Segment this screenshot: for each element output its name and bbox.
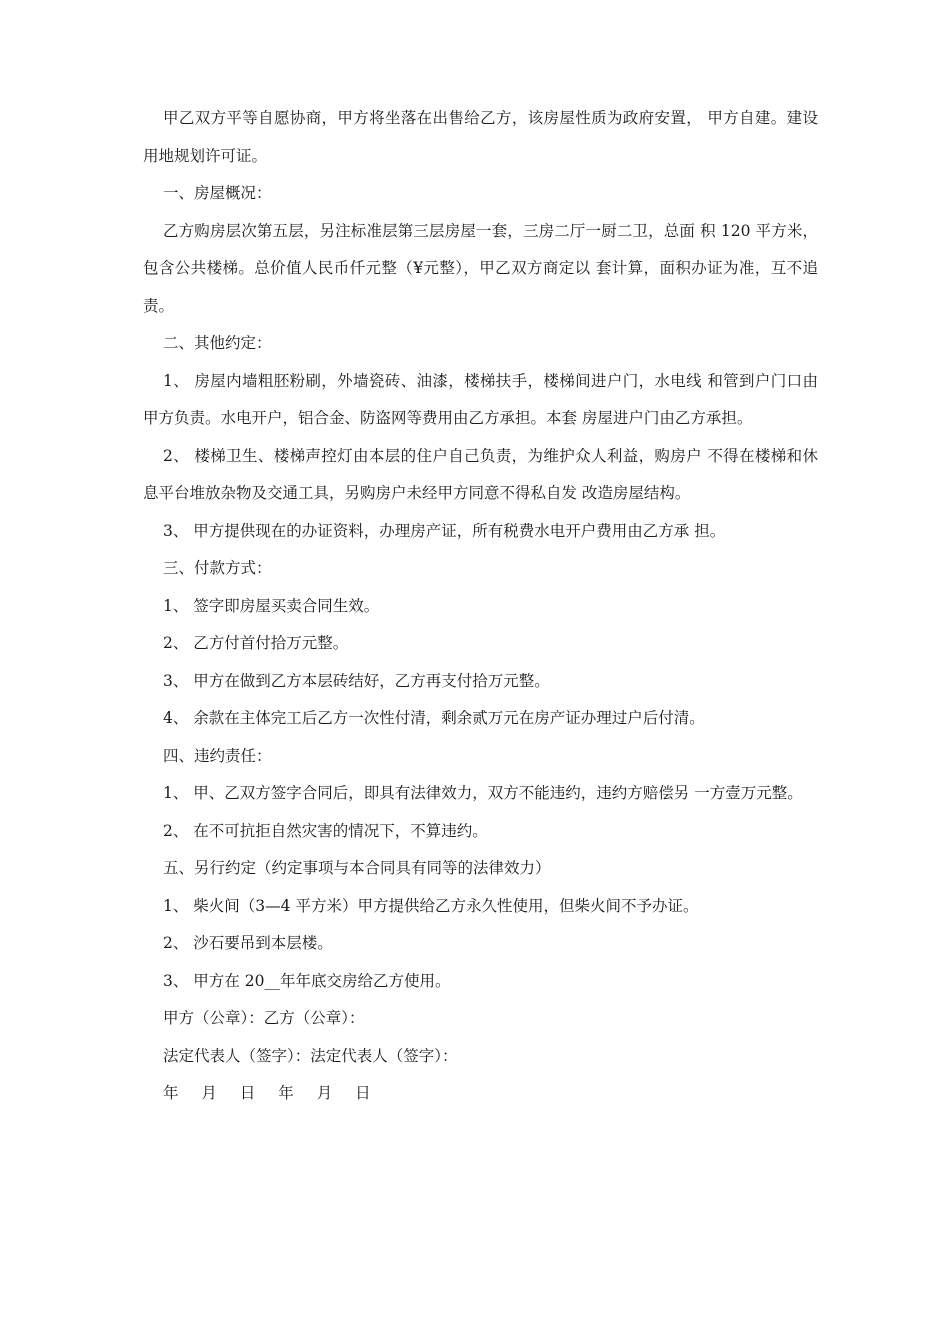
section-heading-additional-agreements: 五、另行约定（约定事项与本合同具有同等的法律效力） <box>163 859 551 877</box>
property-overview-paragraph: 乙方购房层次第五层，另注标准层第三层房屋一套，三房二厅一厨二卫，总面 积 120 平方米，包含公共楼梯。总价值人民币仟元整（¥元整），甲乙双方商定以 套计算，面积办证为准，互不追责。 <box>143 221 818 315</box>
signature-dates-line: 年 月 日 年 月 日 <box>163 1084 377 1102</box>
payment-item-1: 1、 签字即房屋买卖合同生效。 <box>163 596 380 615</box>
section-heading-other-agreements: 二、其他约定： <box>163 334 272 352</box>
payment-item-4: 4、 余款在主体完工后乙方一次性付清，剩余贰万元在房产证办理过户后付清。 <box>163 709 705 727</box>
additional-item-3: 3、 甲方在 20__年年底交房给乙方使用。 <box>163 971 451 990</box>
signature-representatives-line: 法定代表人（签字）：法定代表人（签字）： <box>163 1046 458 1065</box>
breach-item-1: 1、 甲、乙双方签字合同后，即具有法律效力，双方不能违约，违约方赔偿另 一方壹万元整。 <box>163 784 803 802</box>
other-agreement-item-1: 1、 房屋内墙粗胚粉刷，外墙瓷砖、油漆，楼梯扶手，楼梯间进户门，水电线 和管到户门口由甲方负责。水电开户，铝合金、防盗网等费用由乙方承担。本套 房屋进户门由乙方承担。 <box>143 371 818 427</box>
other-agreement-item-2: 2、 楼梯卫生、楼梯声控灯由本层的住户自己负责，为维护众人利益，购房户 不得在楼梯和休息平台堆放杂物及交通工具，另购房户未经甲方同意不得私自发 改造房屋结构。 <box>143 446 818 502</box>
payment-item-3: 3、 甲方在做到乙方本层砖结好，乙方再支付拾万元整。 <box>163 671 550 690</box>
additional-item-2: 2、 沙石要吊到本层楼。 <box>163 934 333 952</box>
additional-item-1: 1、 柴火间（3—4 平方米）甲方提供给乙方永久性使用，但柴火间不予办证。 <box>163 896 699 915</box>
section-heading-breach-liability: 四、违约责任： <box>163 746 272 765</box>
signature-parties-line: 甲方（公章）：乙方（公章）： <box>163 1009 365 1027</box>
payment-item-2: 2、 乙方付首付拾万元整。 <box>163 634 349 652</box>
intro-paragraph: 甲乙双方平等自愿协商，甲方将坐落在出售给乙方，该房屋性质为政府安置， 甲方自建。建设用地规划许可证。 <box>143 109 818 165</box>
other-agreement-item-3: 3、 甲方提供现在的办证资料，办理房产证，所有税费水电开户费用由乙方承 担。 <box>163 521 726 540</box>
section-heading-payment-method: 三、付款方式： <box>163 559 272 577</box>
contract-page <box>143 100 818 1113</box>
breach-item-2: 2、 在不可抗拒自然灾害的情况下，不算违约。 <box>163 821 488 840</box>
section-heading-property-overview: 一、房屋概况： <box>163 184 272 202</box>
